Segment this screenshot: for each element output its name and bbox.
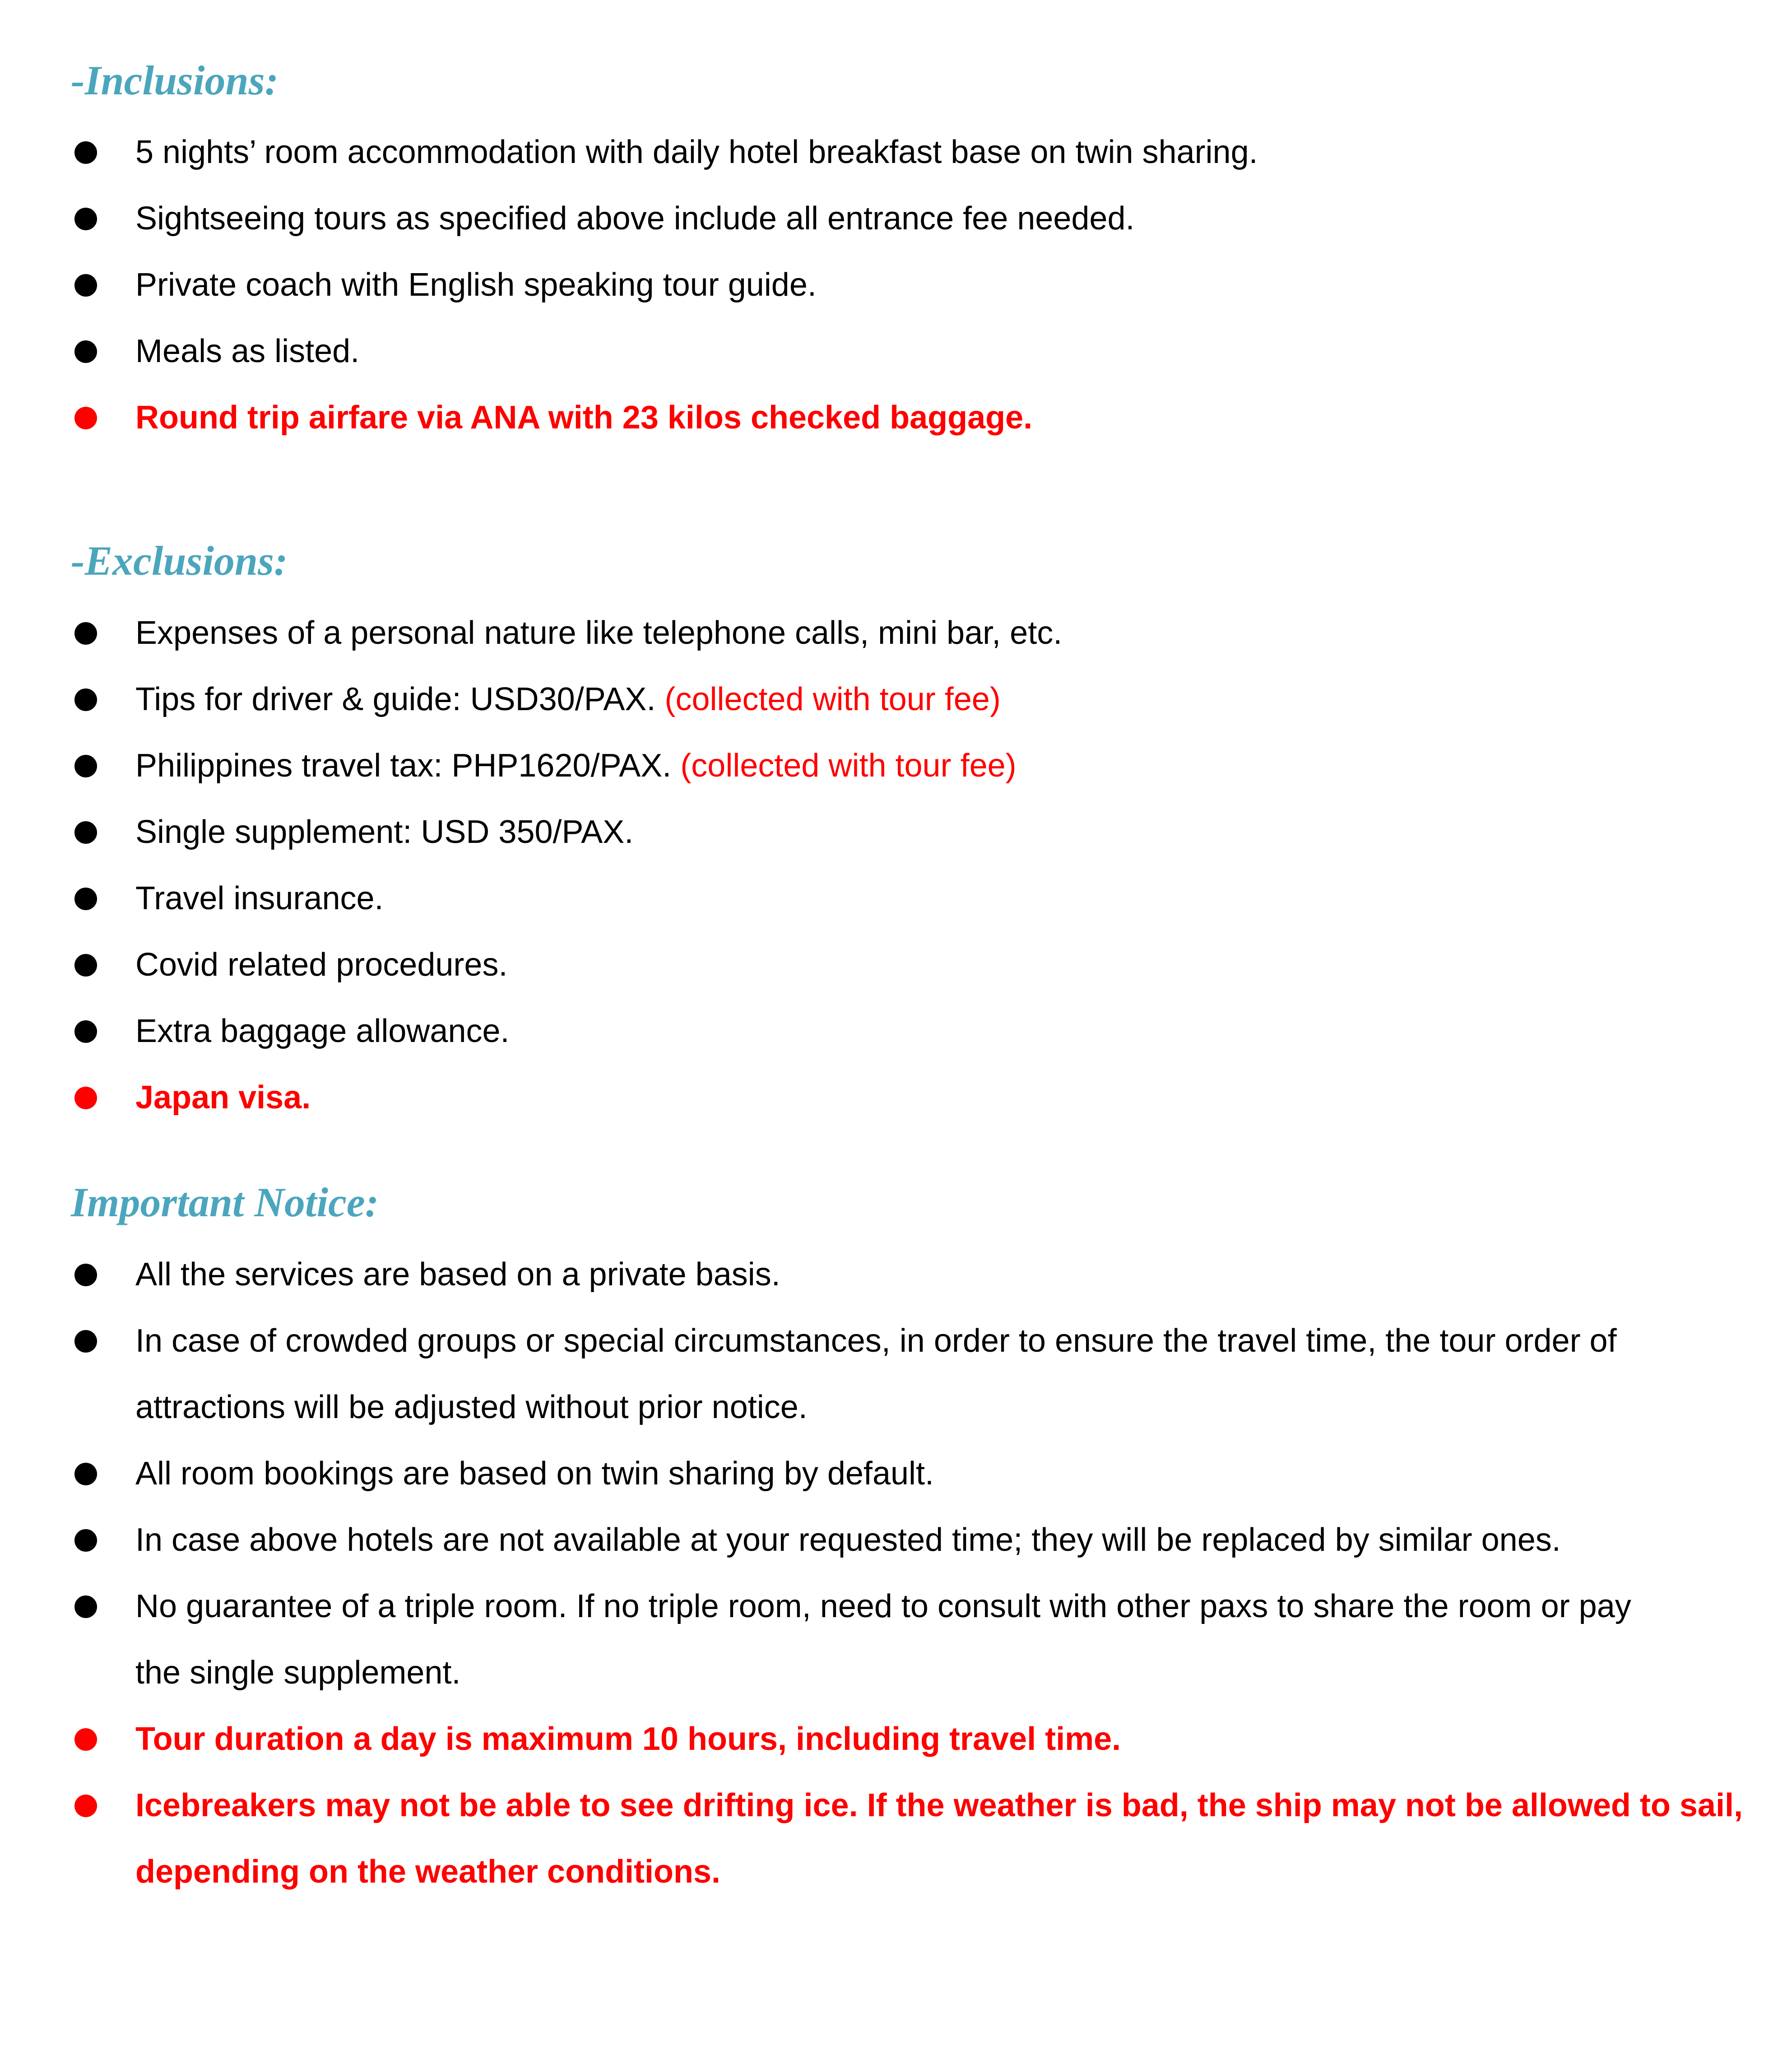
bullet-icon	[74, 688, 97, 711]
bullet-icon	[74, 1728, 97, 1751]
bullet-icon	[74, 1020, 97, 1043]
notice-heading: Important Notice:	[71, 1179, 379, 1225]
item-text: No guarantee of a triple room. If no triple room, need to consult with other paxs to share the room or pay	[135, 1588, 1631, 1624]
bullet-icon	[74, 141, 97, 164]
bullet-icon	[74, 208, 97, 230]
item-text-continued: attractions will be adjusted without prior notice.	[135, 1389, 808, 1425]
bullet-icon	[74, 1330, 97, 1353]
item-text: In case above hotels are not available at your requested time; they will be replaced by similar ones.	[135, 1522, 1561, 1558]
item-text	[135, 681, 1742, 718]
item-text: Single supplement: USD 350/PAX.	[135, 814, 634, 850]
item-text: All room bookings are based on twin sharing by default.	[135, 1456, 934, 1492]
item-text: Round trip airfare via ANA with 23 kilos checked baggage.	[135, 400, 1033, 436]
bullet-icon	[74, 954, 97, 977]
bullet-icon	[74, 274, 97, 297]
bullet-icon	[74, 821, 97, 844]
bullet-icon	[74, 622, 97, 645]
bullet-icon	[74, 1463, 97, 1485]
exclusions-heading: -Exclusions:	[71, 538, 288, 584]
bullet-icon	[74, 1264, 97, 1286]
bullet-icon	[74, 407, 97, 429]
item-text: Japan visa.	[135, 1079, 311, 1116]
item-text: Icebreakers may not be able to see drifting ice. If the weather is bad, the ship may not be allowed to sail,	[135, 1787, 1743, 1823]
tour-fee-note: (collected with tour fee)	[664, 681, 1001, 717]
bullet-icon	[74, 1087, 97, 1109]
bullet-icon	[74, 340, 97, 363]
item-text: Extra baggage allowance.	[135, 1013, 510, 1049]
bullet-icon	[74, 1529, 97, 1552]
item-text: Travel insurance.	[135, 880, 384, 916]
bullet-icon	[74, 888, 97, 910]
item-text: Expenses of a personal nature like telephone calls, mini bar, etc.	[135, 615, 1063, 651]
item-label: Tips for driver & guide: USD30/PAX.	[135, 681, 656, 717]
item-text: In case of crowded groups or special circumstances, in order to ensure the travel time, the tour order of	[135, 1323, 1617, 1359]
item-text-continued: depending on the weather conditions.	[135, 1854, 721, 1890]
item-text: Covid related procedures.	[135, 947, 508, 983]
tour-fee-note: (collected with tour fee)	[680, 748, 1017, 784]
item-text: Private coach with English speaking tour guide.	[135, 267, 817, 303]
item-text: Tour duration a day is maximum 10 hours, including travel time.	[135, 1721, 1121, 1757]
item-text	[135, 747, 1742, 784]
item-text: Meals as listed.	[135, 333, 360, 369]
item-text: 5 nights’ room accommodation with daily hotel breakfast base on twin sharing.	[135, 134, 1258, 170]
inclusions-heading: -Inclusions:	[71, 57, 279, 103]
item-text: Sightseeing tours as specified above include all entrance fee needed.	[135, 200, 1135, 237]
item-text-continued: the single supplement.	[135, 1655, 461, 1691]
item-label: Philippines travel tax: PHP1620/PAX.	[135, 748, 672, 784]
item-text: All the services are based on a private basis.	[135, 1256, 780, 1293]
bullet-icon	[74, 1595, 97, 1618]
bullet-icon	[74, 1795, 97, 1817]
bullet-icon	[74, 755, 97, 777]
